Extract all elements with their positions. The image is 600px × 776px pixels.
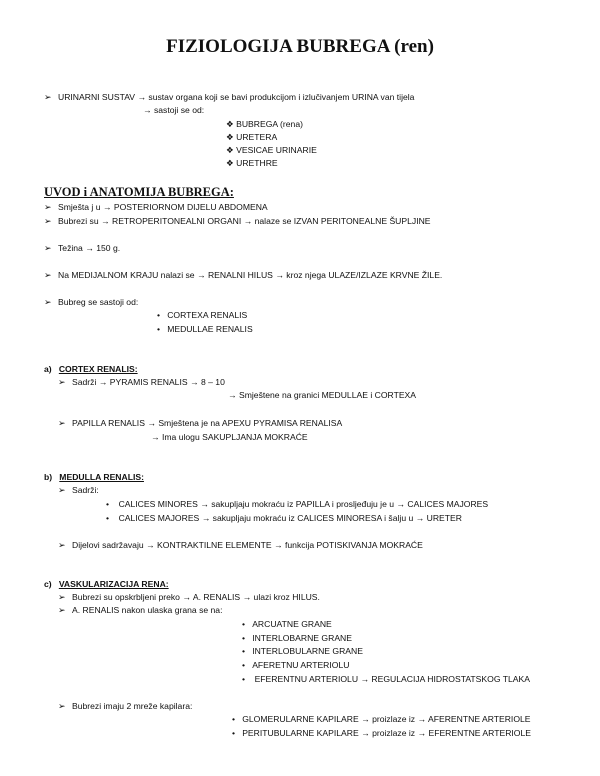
dot-bullet-icon: • xyxy=(242,619,246,629)
arrow-icon: → xyxy=(182,592,191,602)
arrow-icon: → xyxy=(137,92,147,102)
list-item: ❖ URETERA xyxy=(226,132,278,142)
arrowhead-bullet-icon: ➢ xyxy=(44,202,52,212)
uvod-hilus: Na MEDIJALNOM KRAJU nalazi se → RENALNI HILUS → kroz njega ULAZE/IZLAZE KRVNE ŽILE. xyxy=(58,270,443,280)
arrow-icon: → xyxy=(147,418,156,428)
cortex-papilla-role: → Ima ulogu SAKUPLJANJA MOKRAĆE xyxy=(151,432,308,442)
medulla-parts: Dijelovi sadržavaju → KONTRAKTILNE ELEMENTE → funkcija POTISKIVANJA MOKRAĆE xyxy=(72,540,423,550)
arrow-icon: → xyxy=(228,390,237,400)
arrow-icon: → xyxy=(415,513,425,523)
vask-branches-label: A. RENALIS nakon ulaska grana se na: xyxy=(72,605,223,615)
dot-bullet-icon: • xyxy=(157,324,161,334)
section-heading-uvod: UVOD i ANATOMIJA BUBREGA: xyxy=(44,185,234,199)
uvod-weight: Težina → 150 g. xyxy=(58,243,121,253)
diamond-bullet-icon: ❖ xyxy=(226,145,234,155)
medulla-contains: Sadrži: xyxy=(72,485,99,495)
arrow-icon: → xyxy=(396,499,406,509)
list-item: • CALICES MINORES → sakupljaju mokraću iz PAPILLA i prosljeđuju je u → CALICES MAJORES xyxy=(106,499,489,509)
arrowhead-bullet-icon: ➢ xyxy=(58,540,66,550)
arrow-icon: → xyxy=(98,377,108,387)
list-item: • EFERENTNU ARTERIOLU → REGULACIJA HIDROSTATSKOG TLAKA xyxy=(242,674,530,684)
arrow-icon: → xyxy=(189,377,199,387)
arrowhead-bullet-icon: ➢ xyxy=(58,377,66,387)
arrow-icon: → xyxy=(200,499,209,509)
arrow-icon: → xyxy=(275,270,284,280)
arrow-icon: → xyxy=(274,540,283,550)
arrowhead-bullet-icon: ➢ xyxy=(58,605,66,615)
intro-definition: sustav organa koji se bavi produkcijom i izlučivanjem URINA van tijela xyxy=(148,92,415,102)
cortex-papilla: PAPILLA RENALIS → Smještena je na APEXU PYRAMISA RENALISA xyxy=(72,418,343,428)
cortex-location: → Smještene na granici MEDULLAE i CORTEXA xyxy=(228,390,417,400)
section-heading-medulla: b) MEDULLA RENALIS: xyxy=(44,472,144,482)
intro-consists: → sastoji se od: xyxy=(143,105,205,115)
arrow-icon: → xyxy=(360,674,370,684)
list-item: • ARCUATNE GRANE xyxy=(242,619,332,629)
diamond-bullet-icon: ❖ xyxy=(226,132,234,142)
arrow-icon: → xyxy=(417,714,427,724)
arrow-icon: → xyxy=(101,216,110,226)
list-item: • CALICES MAJORES → sakupljaju mokraću iz CALICES MINORESA i šalju u → URETER xyxy=(106,513,462,523)
list-item: • GLOMERULARNE KAPILARE → proizlaze iz → AFERENTNE ARTERIOLE xyxy=(232,714,531,724)
dot-bullet-icon: • xyxy=(106,499,110,509)
arrow-icon: → xyxy=(151,432,160,442)
arrow-icon: → xyxy=(143,105,152,115)
dot-bullet-icon: • xyxy=(242,633,246,643)
arrowhead-bullet-icon: ➢ xyxy=(44,216,52,226)
uvod-consists: Bubreg se sastoji od: xyxy=(58,297,139,307)
section-heading-vaskularizacija: c) VASKULARIZACIJA RENA: xyxy=(44,579,169,589)
arrowhead-bullet-icon: ➢ xyxy=(58,592,66,602)
arrowhead-bullet-icon: ➢ xyxy=(58,485,66,495)
uvod-kidneys: Bubrezi su → RETROPERITONEALNI ORGANI → nalaze se IZVAN PERITONEALNE ŠUPLJINE xyxy=(58,216,431,226)
page-title: FIZIOLOGIJA BUBREGA (ren) xyxy=(166,36,434,57)
list-item: ❖ VESICAE URINARIE xyxy=(226,145,317,155)
dot-bullet-icon: • xyxy=(157,310,161,320)
arrow-icon: → xyxy=(417,728,427,738)
dot-bullet-icon: • xyxy=(232,728,236,738)
dot-bullet-icon: • xyxy=(242,674,246,684)
dot-bullet-icon: • xyxy=(106,513,110,523)
arrowhead-bullet-icon: ➢ xyxy=(44,92,52,102)
diamond-bullet-icon: ❖ xyxy=(226,119,234,129)
intro-term: URINARNI SUSTAV xyxy=(58,92,136,102)
arrow-icon: → xyxy=(196,270,206,280)
arrowhead-bullet-icon: ➢ xyxy=(44,270,52,280)
uvod-location: Smješta j u → POSTERIORNOM DIJELU ABDOMENA xyxy=(58,202,268,212)
arrow-icon: → xyxy=(146,540,155,550)
list-item: • INTERLOBARNE GRANE xyxy=(242,633,352,643)
dot-bullet-icon: • xyxy=(232,714,236,724)
list-item: ❖ BUBREGA (rena) xyxy=(226,119,303,129)
arrow-icon: → xyxy=(243,216,253,226)
arrowhead-bullet-icon: ➢ xyxy=(58,701,66,711)
intro-line xyxy=(58,92,414,103)
list-item: • CORTEXA RENALIS xyxy=(157,310,248,320)
arrowhead-bullet-icon: ➢ xyxy=(44,297,52,307)
dot-bullet-icon: • xyxy=(242,660,246,670)
list-item: ❖ URETHRE xyxy=(226,158,278,168)
vask-capillaries: Bubrezi imaju 2 mreže kapilara: xyxy=(72,701,193,711)
dot-bullet-icon: • xyxy=(242,646,246,656)
arrowhead-bullet-icon: ➢ xyxy=(44,243,52,253)
list-item: • MEDULLAE RENALIS xyxy=(157,324,253,334)
list-item: • PERITUBULARNE KAPILARE → proizlaze iz → EFERENTNE ARTERIOLE xyxy=(232,728,531,738)
arrow-icon: → xyxy=(102,202,112,212)
cortex-contains: Sadrži → PYRAMIS RENALIS → 8 – 10 xyxy=(72,377,225,387)
arrow-icon: → xyxy=(361,714,370,724)
arrow-icon: → xyxy=(242,592,252,602)
list-item: • INTERLOBULARNE GRANE xyxy=(242,646,363,656)
arrowhead-bullet-icon: ➢ xyxy=(58,418,66,428)
section-heading-cortex: a) CORTEX RENALIS: xyxy=(44,364,138,374)
arrow-icon: → xyxy=(85,243,94,253)
arrow-icon: → xyxy=(201,513,211,523)
list-item: • AFERETNU ARTERIOLU xyxy=(242,660,350,670)
diamond-bullet-icon: ❖ xyxy=(226,158,234,168)
arrow-icon: → xyxy=(361,728,370,738)
vask-supply: Bubrezi su opskrbljeni preko → A. RENALIS → ulazi kroz HILUS. xyxy=(72,592,320,602)
